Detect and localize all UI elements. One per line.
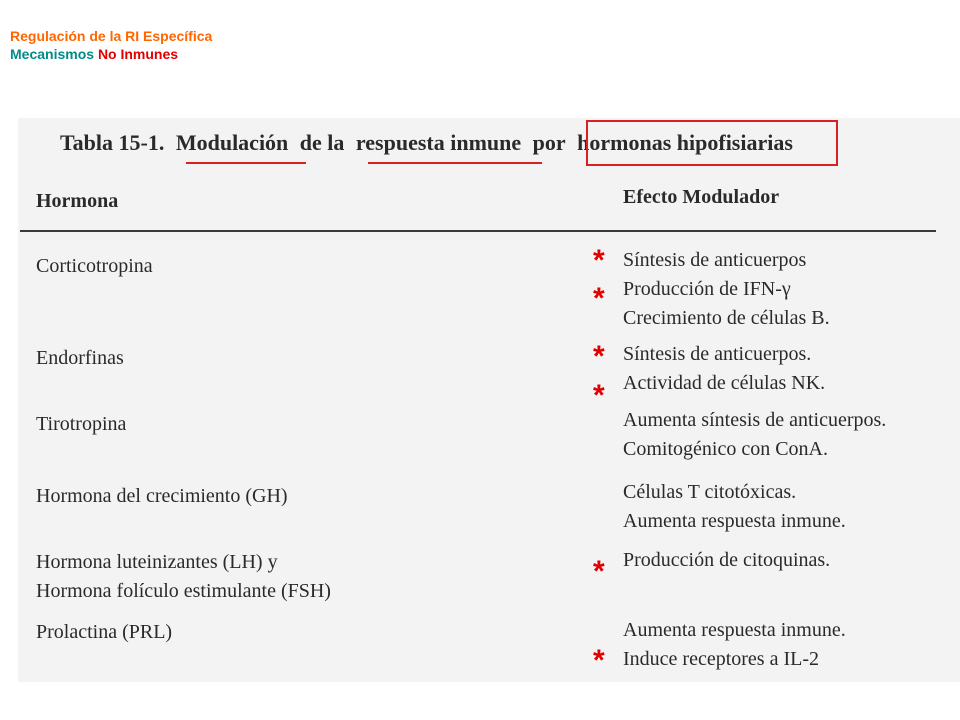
effect-cell-lh-fsh	[623, 546, 830, 575]
effect-line: Induce receptores a IL-2	[623, 648, 819, 670]
effect-line: Producción de IFN-γ	[623, 278, 791, 300]
hormone-tirotropina: Tirotropina	[36, 413, 127, 435]
asterisk-marker: *	[593, 379, 605, 412]
slide-subtitle	[10, 45, 212, 63]
slide-title: Regulación de la RI Específica	[10, 28, 213, 44]
highlight-box	[586, 120, 838, 166]
effect-line: Aumenta síntesis de anticuerpos.	[623, 409, 887, 431]
title-word-4: por	[532, 130, 566, 155]
effect-line: Comitogénico con ConA.	[623, 438, 828, 460]
column-header-hormone: Hormona	[36, 190, 119, 212]
effect-cell-endorfinas	[623, 340, 825, 398]
effect-cell-prolactina	[623, 616, 846, 674]
asterisk-marker: *	[593, 555, 605, 588]
hormone-lh-fsh	[36, 548, 331, 606]
underline-modulacion	[186, 162, 306, 164]
slide-header	[10, 27, 212, 63]
header-rule	[20, 230, 936, 232]
effect-line: Actividad de células NK.	[623, 372, 826, 394]
scanned-table-image	[18, 118, 960, 682]
subtitle-part-1: Mecanismos	[10, 46, 95, 62]
asterisk-marker: *	[593, 644, 605, 677]
effect-line: Células T citotóxicas.	[623, 481, 797, 503]
hormone-line: Hormona luteinizantes (LH) y	[36, 551, 278, 573]
effect-line: Síntesis de anticuerpos	[623, 249, 807, 271]
hormone-line: Hormona folículo estimulante (FSH)	[36, 580, 331, 602]
hormone-prolactina: Prolactina (PRL)	[36, 621, 173, 643]
title-word-2: de la	[299, 130, 345, 155]
effect-line: Producción de citoquinas.	[623, 549, 831, 571]
subtitle-part-2: No Inmunes	[97, 46, 179, 62]
effect-line: Crecimiento de células B.	[623, 307, 830, 329]
effect-line: Aumenta respuesta inmune.	[623, 510, 846, 532]
hormone-endorfinas: Endorfinas	[36, 347, 124, 369]
asterisk-marker: *	[593, 244, 605, 277]
effect-line: Aumenta respuesta inmune.	[623, 619, 846, 641]
hormone-corticotropina: Corticotropina	[36, 255, 153, 277]
effect-cell-corticotropina	[623, 246, 830, 333]
effect-cell-gh	[623, 478, 846, 536]
effect-line: Síntesis de anticuerpos.	[623, 343, 812, 365]
title-highlight: hormonas hipofisiarias	[577, 130, 793, 155]
effect-cell-tirotropina	[623, 406, 886, 464]
title-prefix: Tabla 15-1.	[60, 130, 165, 155]
column-header-effect: Efecto Modulador	[623, 186, 780, 208]
underline-respuesta-inmune	[368, 162, 542, 164]
title-word-1: Modulación	[175, 130, 289, 155]
asterisk-marker: *	[593, 340, 605, 373]
hormone-gh: Hormona del crecimiento (GH)	[36, 485, 288, 507]
asterisk-marker: *	[593, 282, 605, 315]
title-word-3: respuesta inmune	[355, 130, 522, 155]
